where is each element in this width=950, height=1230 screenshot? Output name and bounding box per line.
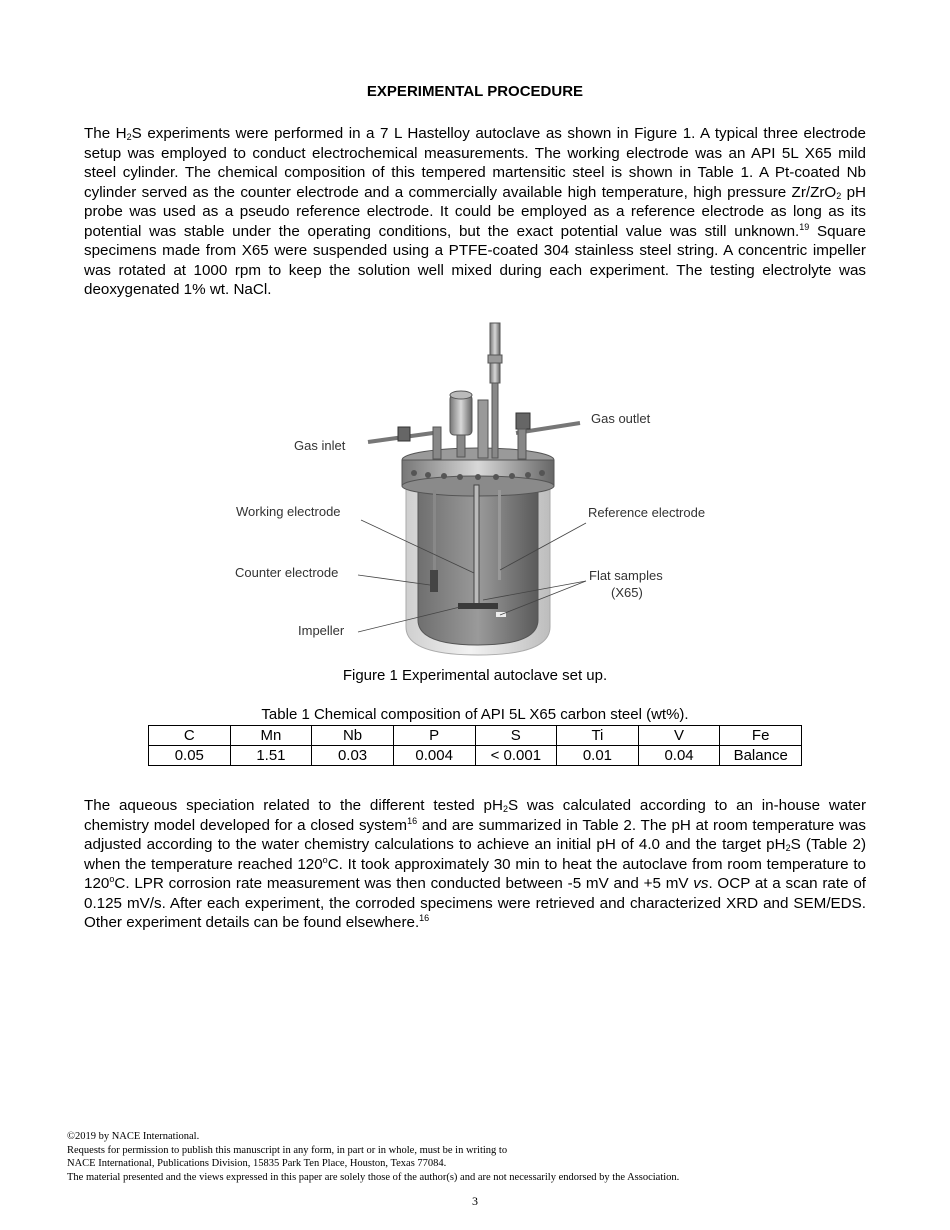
footer-line: NACE International, Publications Division, 15835 Park Ten Place, Houston, Texas 77084. (67, 1158, 447, 1169)
table-header-cell: P (393, 726, 475, 746)
impeller-shaft (474, 485, 479, 605)
table-title: Table 1 Chemical composition of API 5L X65 carbon steel (wt%). (261, 706, 689, 723)
footer-line: ©2019 by NACE International. (67, 1131, 200, 1142)
label-counter-electrode: Counter electrode (235, 565, 339, 580)
table-header-row (149, 726, 802, 746)
figure-caption: Figure 1 Experimental autoclave set up. (342, 667, 608, 684)
footer-line: The material presented and the views expressed in this paper are solely those of the author(s) and are not necessarily endorsed by the Association. (67, 1171, 680, 1183)
autoclave-figure (228, 315, 728, 670)
label-working-electrode: Working electrode (236, 504, 341, 519)
autoclave-diagram (228, 315, 728, 670)
reference-probe (490, 323, 500, 383)
paragraph-procedure: The $H_2S$ experiments were performed in a 7 L Hastelloy autoclave as shown in Figure 1. A typical three electrode setup was employed to conduct electrochemical measurements. The working electrode was an API 5L X65 mild steel cylinder. The chemical composition of this tempered martensitic steel is shown in Table 1. A Pt-coated Nb cylinder served as the counter electrode and a commercially available high temperature, high pressure Zr/ZrO$_2$ pH probe was used as a pseudo reference electrode. It could be employed as a reference electrode as long as its potential was stable under the operating conditions, but the exact potential value was still unknown.$^{19}$ Square specimens made from X65 were suspended using a PTFE-coated 304 stainless steel string. A concentric impeller was rotated at 1000 rpm to keep the solution well mixed during each experiment. The testing electrolyte was deoxygenated 1% wt. NaCl. (84, 125, 867, 298)
table-cell: 1.51 (230, 746, 312, 766)
table-header-cell: Nb (312, 726, 394, 746)
table-cell: 0.01 (557, 746, 639, 766)
citation-16: 16 (419, 913, 430, 923)
copyright-footer (67, 1130, 887, 1184)
label-gas-inlet: Gas inlet (294, 438, 346, 453)
motor-housing (450, 395, 472, 435)
table-cell: 0.05 (149, 746, 231, 766)
citation-16: 16 (407, 815, 418, 826)
table-header-cell: Ti (557, 726, 639, 746)
label-reference-electrode: Reference electrode (588, 505, 706, 520)
table-header-cell: V (638, 726, 720, 746)
table-header-cell: C (149, 726, 231, 746)
table-header-cell: Mn (230, 726, 312, 746)
page-number: 3 (472, 1194, 478, 1208)
section-heading: EXPERIMENTAL PROCEDURE (366, 83, 584, 100)
paragraph-speciation: The aqueous speciation related to the different tested $pH_2S$ was calculated according to an in-house water chemistry model developed for a closed system$^{16}$ and are summarized in Table 2. The pH at room temperature was adjusted according to the water chemistry calculations to achieve an initial pH of 4.0 and the target $pH_2S$ (Table 2) when the temperature reached 120$^o$C. It took approximately 30 min to heat the autoclave from room temperature to 120$^o$C. LPR corrosion rate measurement was then conducted between -5 mV and +5 mV vs. OCP at a scan rate of 0.125 mV/s. After each experiment, the corroded specimens were retrieved and characterized XRD and SEM/EDS. Other experiment details can be found elsewhere.$^{16}$ (84, 797, 867, 931)
table-header-cell: S (475, 726, 557, 746)
table-cell: 0.03 (312, 746, 394, 766)
label-gas-outlet: Gas outlet (591, 411, 651, 426)
counter-electrode (430, 570, 438, 592)
label-flat-samples: Flat samples (589, 568, 663, 583)
table-cell: 0.004 (393, 746, 475, 766)
footer-line: Requests for permission to publish this manuscript in any form, in part or in whole, must be in writing to (67, 1144, 508, 1156)
citation-19: 19 (799, 221, 810, 232)
table-cell: 0.04 (638, 746, 720, 766)
composition-table (148, 725, 802, 766)
table-cell: Balance (720, 746, 802, 766)
table-row (149, 746, 802, 766)
table-header-cell: Fe (720, 726, 802, 746)
table-cell: < 0.001 (475, 746, 557, 766)
impeller (458, 603, 498, 609)
label-impeller: Impeller (298, 623, 345, 638)
label-flat-samples-x65: (X65) (611, 585, 643, 600)
